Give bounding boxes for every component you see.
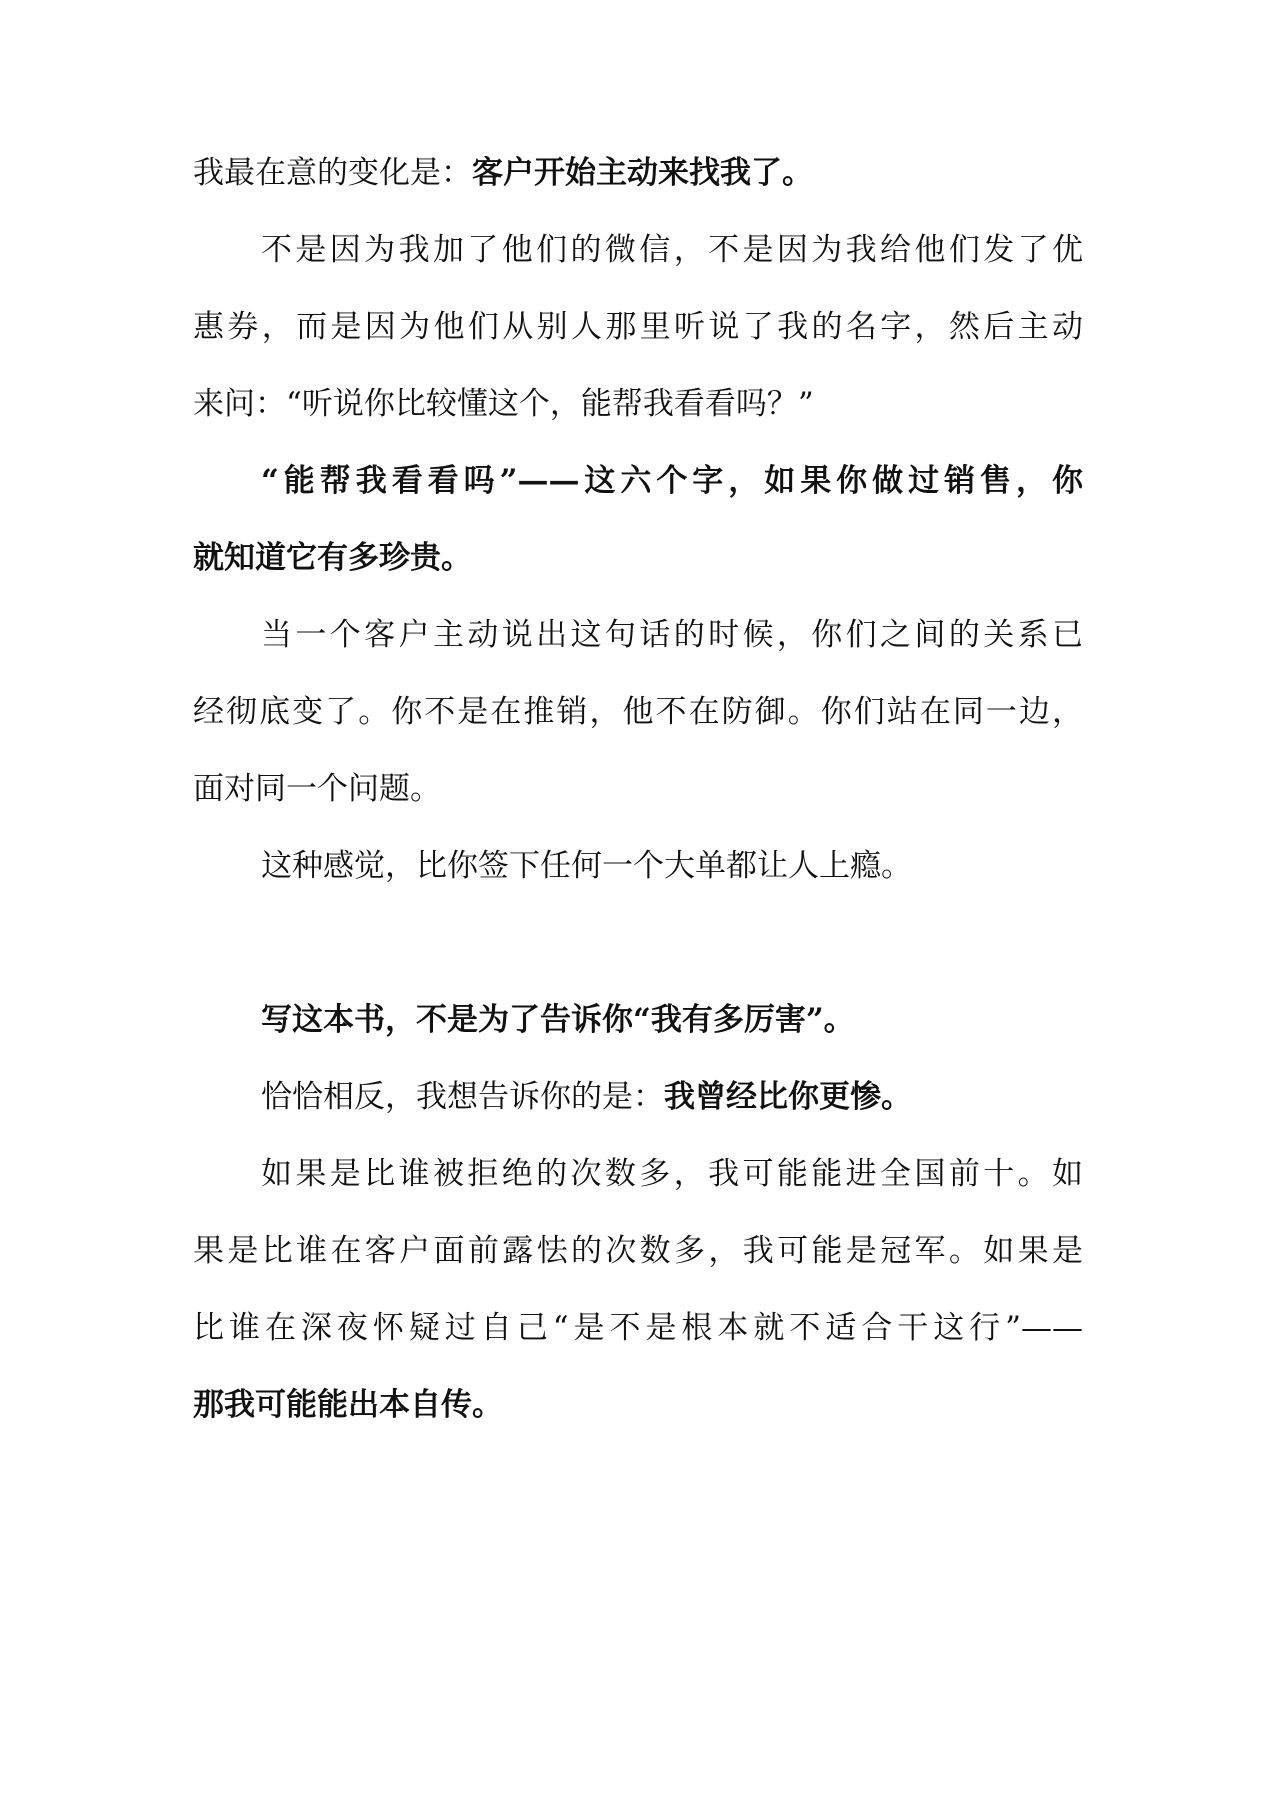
paragraph-line: 面对同一个问题。 [193, 771, 441, 807]
text-run: 恰恰相反，我想告诉你的是： [261, 1079, 664, 1115]
paragraph-line: 不是因为我加了他们的微信，不是因为我给他们发了优 [261, 232, 1083, 268]
paragraph-line: 这种感觉，比你签下任何一个大单都让人上瘾。 [261, 848, 912, 884]
paragraph-line [261, 1077, 1083, 1117]
paragraph-line: 惠券，而是因为他们从别人那里听说了我的名字，然后主动 [193, 309, 1083, 345]
emphasis-line: 写这本书，不是为了告诉你“我有多厉害”。 [261, 1002, 855, 1038]
paragraph-line: 当一个客户主动说出这句话的时候，你们之间的关系已 [261, 617, 1083, 653]
text-run: 我最在意的变化是： [193, 155, 472, 191]
paragraph-line: 来问：“听说你比较懂这个，能帮我看看吗？” [193, 386, 814, 422]
emphasis-line: 那我可能能出本自传。 [193, 1387, 503, 1423]
paragraph-line: 如果是比谁被拒绝的次数多，我可能能进全国前十。如 [261, 1156, 1083, 1192]
paragraph-line: 果是比谁在客户面前露怯的次数多，我可能是冠军。如果是 [193, 1233, 1083, 1269]
paragraph-line: 比谁在深夜怀疑过自己“是不是根本就不适合干这行”—— [193, 1310, 1083, 1346]
emphasis-text: 客户开始主动来找我了。 [472, 155, 813, 191]
emphasis-line: 就知道它有多珍贵。 [193, 540, 472, 576]
paragraph-line [193, 153, 1083, 193]
emphasis-text: 我曾经比你更惨。 [664, 1079, 912, 1115]
emphasis-line: “能帮我看看吗”——这六个字，如果你做过销售，你 [261, 463, 1083, 499]
paragraph-line: 经彻底变了。你不是在推销，他不在防御。你们站在同一边， [193, 694, 1083, 730]
